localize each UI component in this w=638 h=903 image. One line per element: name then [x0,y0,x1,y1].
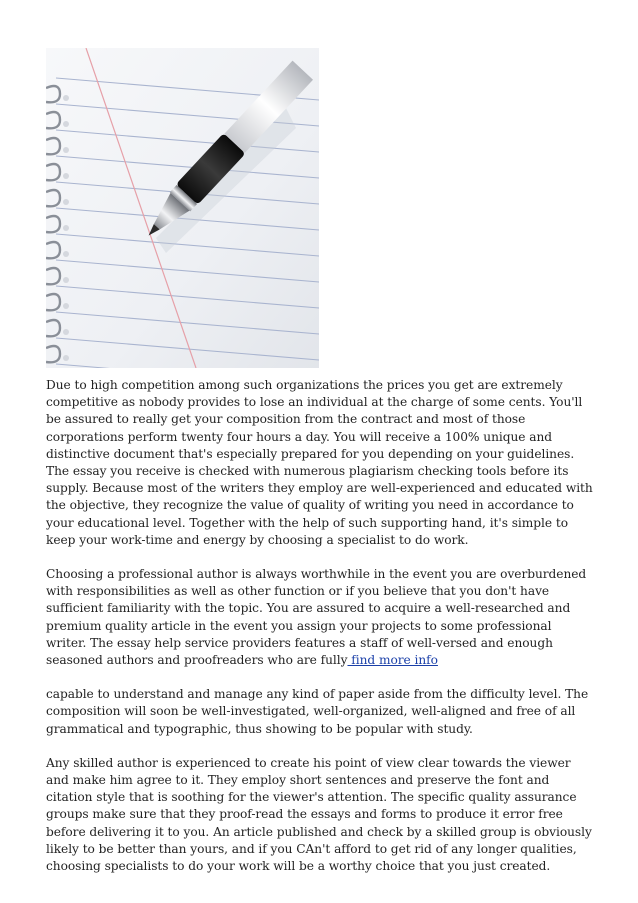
paragraph-2 [46,566,594,669]
pen-notebook-illustration [46,48,319,368]
paragraph-1: Due to high competition among such organizations the prices you get are extremely competitive as nobody provides to lose an individual at the charge of some cents. You'll be assured to really get your composition from the contract and most of those corporations perform twenty four hours a day. You will receive a 100% unique and distinctive document that's especially prepared for you depending on your guidelines. The essay you receive is checked with numerous plagiarism checking tools before its supply. Because most of the writers they employ are well-experienced and educated with the objective, they recognize the value of quality of writing you need in accordance to your educational level. Together with the help of such supporting hand, it's simple to keep your work-time and energy by choosing a specialist to do work. [46,378,593,547]
paragraph-2-text: Choosing a professional author is always worthwhile in the event you are overburdened with responsibilities as well as other function or if you believe that you don't have sufficient familiarity with the topic. You are assured to acquire a well-researched and premium quality article in the event you assign your projects to some professional writer. The essay help service providers features a staff of well-versed and enough seasoned authors and proofreaders who are fully [46,567,587,668]
pen-notebook-image [46,48,319,368]
article-body [46,377,594,892]
find-more-info-link[interactable]: find more info [347,653,438,668]
paragraph-4: Any skilled author is experienced to create his point of view clear towards the viewer and make him agree to it. They employ short sentences and preserve the font and citation style that is soothing for the viewer's attention. The specific quality assurance groups make sure that they proof-read the essays and forms to produce it error free before delivering it to you. An article published and check by a skilled group is obviously likely to be better than yours, and if you CAn't afford to get rid of any longer qualities, choosing specialists to do your work will be a worthy choice that you just created. [46,755,592,874]
paragraph-3: capable to understand and manage any kind of paper aside from the difficulty level. The composition will soon be well-investigated, well-organized, well-aligned and free of all grammatical and typographic, thus showing to be popular with study. [46,687,589,736]
